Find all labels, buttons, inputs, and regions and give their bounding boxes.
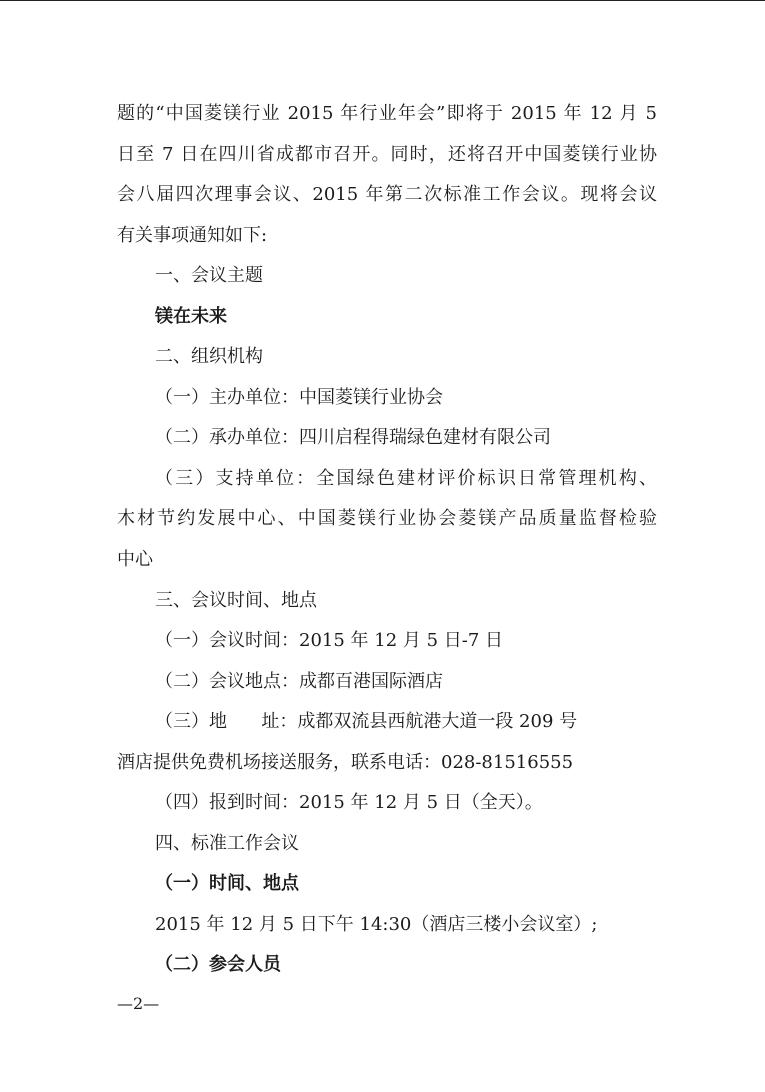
page-top-border	[0, 0, 765, 1]
meeting-venue: （二）会议地点：成都百港国际酒店	[155, 671, 443, 692]
section-2-heading: 二、组织机构	[155, 346, 263, 367]
organizer-unit: （二）承办单位：四川启程得瑞绿色建材有限公司	[155, 427, 551, 448]
meeting-time: （一）会议时间：2015 年 12 月 5 日-7 日	[155, 630, 504, 651]
support-unit-line-1: （三）支持单位：全国绿色建材评价标识日常管理机构、	[155, 468, 657, 489]
support-unit-line-3: 中心	[117, 549, 153, 570]
support-unit-line-2: 木材节约发展中心、中国菱镁行业协会菱镁产品质量监督检验	[117, 508, 657, 529]
subsection-attendees: （二）参会人员	[155, 954, 281, 975]
section-3-heading: 三、会议时间、地点	[155, 590, 317, 611]
host-unit: （一）主办单位：中国菱镁行业协会	[155, 387, 443, 408]
subsection-time-place: （一）时间、地点	[155, 873, 299, 894]
intro-line-3: 会八届四次理事会议、2015 年第二次标准工作会议。现将会议	[117, 184, 657, 205]
registration-time: （四）报到时间：2015 年 12 月 5 日（全天）。	[155, 792, 543, 813]
intro-line-1: 题的“中国菱镁行业 2015 年行业年会”即将于 2015 年 12 月 5	[117, 103, 657, 124]
intro-line-2: 日至 7 日在四川省成都市召开。同时，还将召开中国菱镁行业协	[117, 144, 657, 165]
shuttle-service-contact: 酒店提供免费机场接送服务，联系电话：028-81516555	[117, 752, 574, 773]
intro-line-4: 有关事项通知如下:	[117, 225, 268, 246]
meeting-theme: 镁在未来	[155, 306, 227, 327]
standard-meeting-time-place: 2015 年 12 月 5 日下午 14:30（酒店三楼小会议室）;	[155, 914, 598, 935]
page-number: —2—	[117, 994, 160, 1013]
section-4-heading: 四、标准工作会议	[155, 833, 299, 854]
meeting-address: （三）地 址：成都双流县西航港大道一段 209 号	[155, 711, 578, 732]
section-1-heading: 一、会议主题	[155, 265, 263, 286]
